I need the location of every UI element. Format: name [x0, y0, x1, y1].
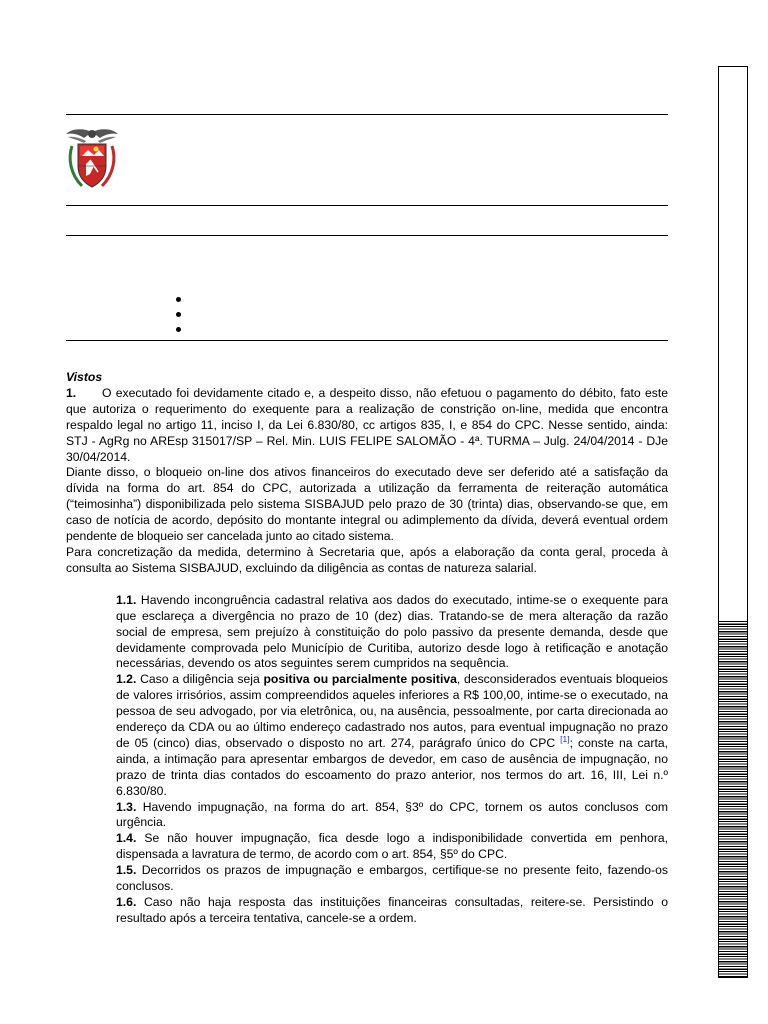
- header-rule-top: [66, 114, 668, 115]
- header-rule-4: [66, 340, 668, 341]
- item-number: 1.4.: [116, 831, 137, 846]
- item-text: Havendo impugnação, na forma do art. 854, §3º do CPC, tornem os autos conclusos com urgência.: [116, 799, 669, 830]
- list-bullet: [176, 327, 181, 332]
- item-text: Havendo incongruência cadastral relativa aos dados do executado, intime-se o exequente para que esclareça a divergência no prazo de 10 (dez) dias. Tratando-se de mera alteração da razão social de empresa, sem prejuízo à constituição do polo passivo da presente demanda, desde que devidamente comprovada pelo Município de Curitiba, autorizo desde logo à retificação e anotação necessárias, devendo os atos seguintes serem cumpridos na sequência.: [116, 592, 668, 671]
- parana-coat-of-arms-icon: [64, 126, 120, 192]
- item-number: 1.1.: [116, 592, 137, 607]
- item-1-3: [116, 800, 668, 832]
- header-rule-3: [66, 235, 668, 236]
- vistos-heading: Vistos: [66, 370, 103, 384]
- list-bullet: [176, 297, 181, 302]
- paragraph-1: [66, 386, 668, 466]
- item-emphasis: positiva ou parcialmente positiva: [263, 672, 457, 687]
- order-items: [66, 593, 668, 927]
- list-bullet: [176, 312, 181, 317]
- item-number: 1.6.: [116, 895, 137, 909]
- paragraph-3: Para concretização da medida, determino à Secretaria que, após a elaboração da conta geral, proceda à consulta ao Sistema SISBAJUD, excluindo da diligência as contas de natureza salarial.: [66, 544, 668, 575]
- header-rule-2: [66, 205, 668, 206]
- item-text: Decorridos os prazos de impugnação e embargos, certifique-se no presente feito, fazendo-os conclusos.: [116, 863, 668, 894]
- item-1-2: [116, 672, 668, 799]
- paragraph-2: Diante disso, o bloqueio on-line dos ativos financeiros do executado deve ser deferido até a satisfação da dívida na forma do art. 854 do CPC, autorizada a utilização da ferramenta de reiteração automática (“teimosinha”) disponibilizada pelo sistema SISBAJUD pelo prazo de 30 (trinta) dias, observando-se que, em caso de notícia de acordo, depósito do montante integral ou adimplemento da dívida, deverá eventual ordem pendente de bloqueio ser cancelada junto ao citado sistema.: [66, 465, 668, 544]
- item-text: ; conste na carta, ainda, a intimação para apresentar embargos de devedor, em caso de ausência de impugnação, no prazo de trinta dias contados do escoamento do prazo anterior, nos termos do art. 16, III, Lei n.º 6.830/80.: [116, 735, 668, 798]
- paragraph-1-text: O executado foi devidamente citado e, a despeito disso, não efetuou o pagamento do débito, fato este que autoriza o requerimento do exequente para a realização de constrição on-line, medida que encontra respaldo legal no artigo 11, inciso I, da Lei 6.830/80, cc artigos 835, I, e 854 do CPC. Nesse sentido, ainda: STJ - AgRg no AREsp 315017/SP – Rel. Min. LUIS FELIPE SALOMÃO - 4ª. TURMA – Julg. 24/04/2014 - DJe 30/04/2014.: [66, 385, 668, 464]
- item-number: 1.2.: [116, 672, 137, 687]
- paragraph-number: 1.: [66, 385, 77, 400]
- barcode-strip: [718, 66, 748, 978]
- item-text: , desconsiderados eventuais bloqueios de valores irrisórios, assim compreendidos aqueles inferiores a R$ 100,00, intime-se o executado, na pessoa de seu advogado, por via eletrônica, ou, na ausência, pessoalmente, por carta direcionada ao endereço da CDA ou ao último endereço cadastrado nos autos, para eventual impugnação no prazo de 05 (cinco) dias, observado o disposto no art. 274, parágrafo único do CPC: [116, 672, 669, 750]
- item-text: Caso a diligência seja: [140, 672, 260, 687]
- item-text: Caso não haja resposta das instituições financeiras consultadas, reitere-se. Persistindo o resultado após a terceira tentativa, cancele-se a ordem.: [116, 895, 668, 925]
- item-1-6: [116, 895, 668, 927]
- footnote-link[interactable]: [1]: [560, 733, 570, 744]
- item-1-1: [116, 593, 668, 673]
- item-1-5: [116, 863, 668, 895]
- decision-body: [66, 370, 668, 927]
- item-number: 1.5.: [116, 863, 137, 878]
- barcode-bars: [719, 621, 747, 977]
- item-1-4: [116, 831, 668, 863]
- item-text: Se não houver impugnação, fica desde logo a indisponibilidade convertida em penhora, dispensada a lavratura de termo, de acordo com o art. 854, §5º do CPC.: [116, 831, 668, 862]
- item-number: 1.3.: [116, 799, 137, 814]
